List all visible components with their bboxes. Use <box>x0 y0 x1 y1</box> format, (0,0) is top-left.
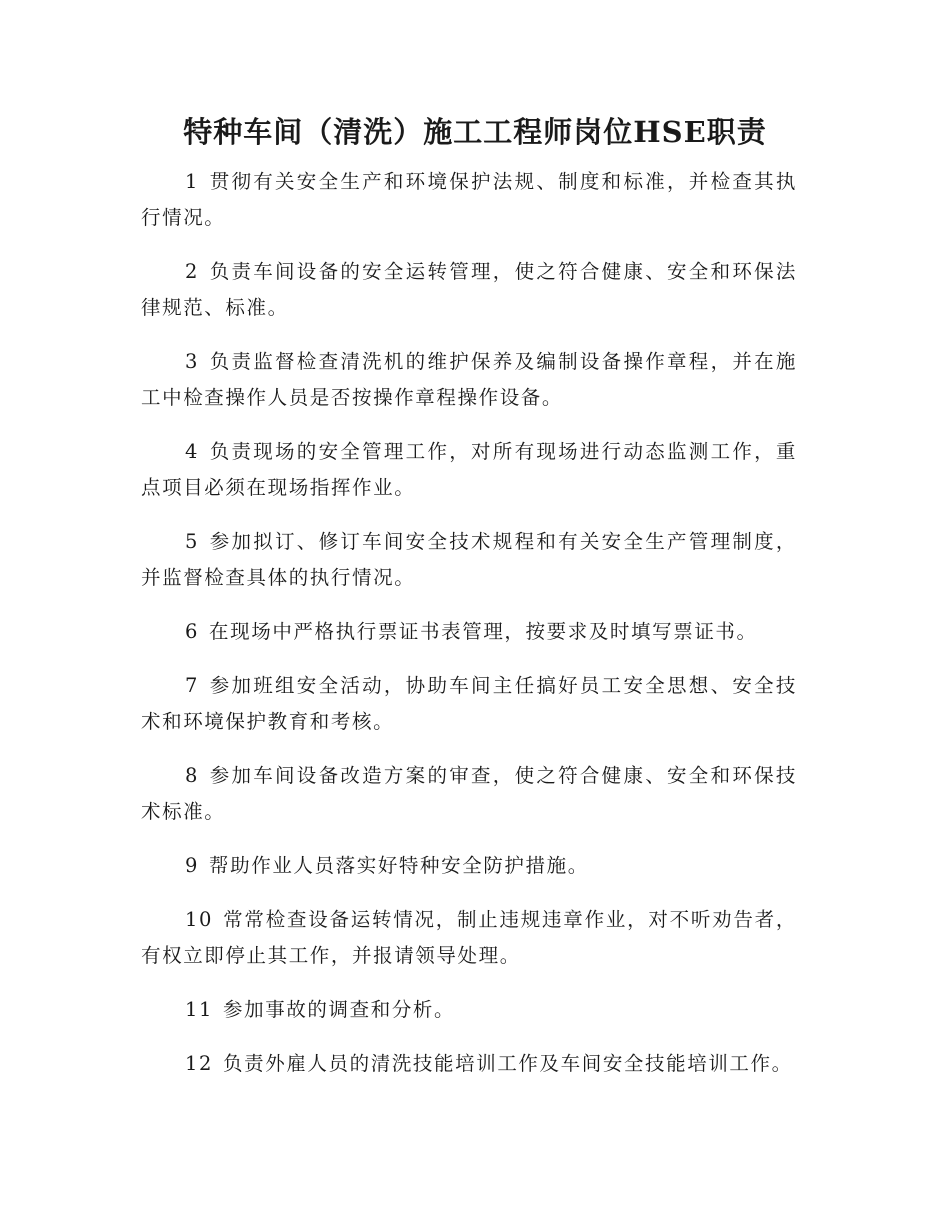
item-number: 9 <box>185 854 200 877</box>
list-item <box>141 992 797 1028</box>
item-text: 帮助作业人员落实好特种安全防护措施。 <box>209 854 589 877</box>
item-text: 参加事故的调查和分析。 <box>223 998 456 1021</box>
document-title: 特种车间（清洗）施工工程师岗位HSE职责 <box>183 115 767 149</box>
item-text: 参加车间设备改造方案的审查，使之符合健康、安全和环保技术标准。 <box>141 764 797 823</box>
list-item <box>141 254 797 326</box>
item-text: 参加拟订、修订车间安全技术规程和有关安全生产管理制度，并监督检查具体的执行情况。 <box>141 530 797 589</box>
list-item <box>141 1046 797 1082</box>
item-text: 贯彻有关安全生产和环境保护法规、制度和标准，并检查其执行情况。 <box>141 170 797 229</box>
item-number: 8 <box>185 764 200 787</box>
item-text: 负责现场的安全管理工作，对所有现场进行动态监测工作，重点项目必须在现场指挥作业。 <box>141 440 797 499</box>
item-number: 3 <box>185 350 200 373</box>
item-text: 负责车间设备的安全运转管理，使之符合健康、安全和环保法律规范、标准。 <box>141 260 797 319</box>
item-number: 2 <box>185 260 200 283</box>
item-number: 12 <box>185 1052 214 1075</box>
item-number: 4 <box>185 440 200 463</box>
document-body <box>141 164 797 1100</box>
list-item <box>141 758 797 830</box>
item-text: 在现场中严格执行票证书表管理，按要求及时填写票证书。 <box>209 620 758 643</box>
item-number: 10 <box>185 908 214 931</box>
item-text: 参加班组安全活动，协助车间主任搞好员工安全思想、安全技术和环境保护教育和考核。 <box>141 674 797 733</box>
item-text: 负责监督检查清洗机的维护保养及编制设备操作章程，并在施工中检查操作人员是否按操作章程操作设备。 <box>141 350 797 409</box>
list-item <box>141 164 797 236</box>
list-item <box>141 668 797 740</box>
list-item <box>141 902 797 974</box>
item-number: 1 <box>185 170 200 193</box>
list-item <box>141 614 797 650</box>
item-number: 7 <box>185 674 200 697</box>
item-text: 常常检查设备运转情况，制止违规违章作业，对不听劝告者，有权立即停止其工作，并报请领导处理。 <box>141 908 797 967</box>
list-item <box>141 344 797 416</box>
list-item <box>141 848 797 884</box>
item-number: 6 <box>185 620 200 643</box>
list-item <box>141 524 797 596</box>
item-text: 负责外雇人员的清洗技能培训工作及车间安全技能培训工作。 <box>223 1052 793 1075</box>
item-number: 5 <box>185 530 200 553</box>
item-number: 11 <box>185 998 214 1021</box>
list-item <box>141 434 797 506</box>
